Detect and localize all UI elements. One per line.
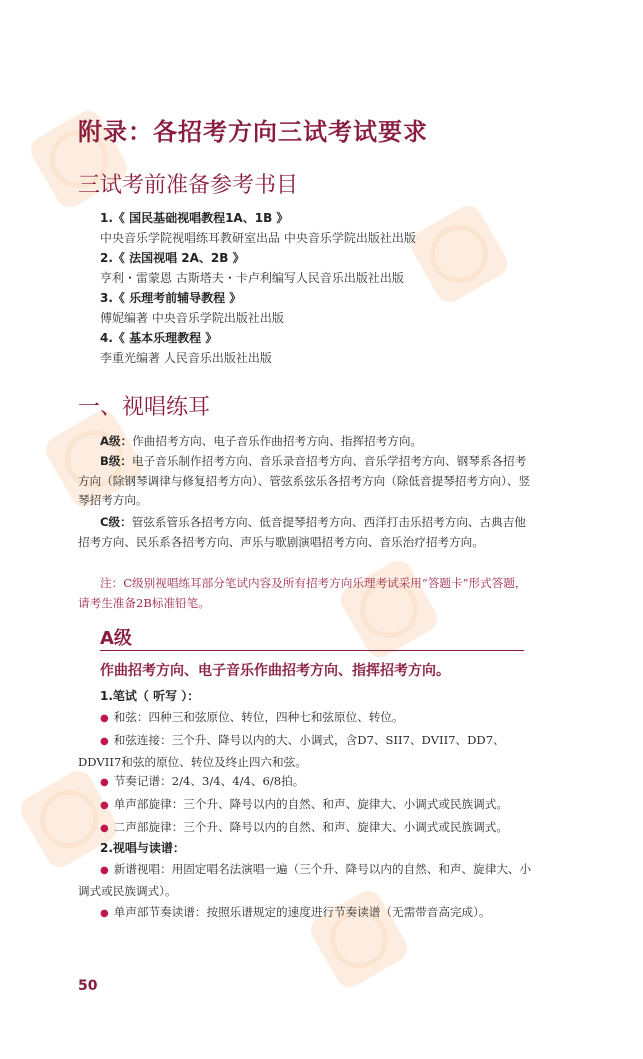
bullet-icon: ● <box>100 800 109 811</box>
bullet-icon: ● <box>100 736 109 747</box>
book-detail: 亨利・雷蒙恩 古斯塔夫・卡卢利编写人民音乐出版社出版 <box>100 271 404 285</box>
level-a-title: A级 <box>100 628 132 649</box>
book-title: 3.《 乐理考前辅导教程 》 <box>100 291 242 305</box>
watermark-logo-icon <box>406 201 513 308</box>
bullet-icon: ● <box>100 823 109 834</box>
book-entry <box>100 328 272 368</box>
part2-title: 2.视唱与读谱： <box>100 841 185 855</box>
section-heading: 一、视唱练耳 <box>78 395 211 420</box>
list-item: ● 新谱视唱：用固定唱名法演唱一遍（三个升、降号以内的自然、和声、旋律大、小调式或民族调式）。 <box>78 862 532 898</box>
page-number: 50 <box>78 978 98 994</box>
level-text: 电子音乐制作招考方向、音乐录音招考方向、音乐学招考方向、钢琴系各招考方向（除钢琴调律与修复招考方向）、管弦系弦乐各招考方向（除低音提琴招考方向）、竖琴招考方向。 <box>78 454 531 507</box>
book-title: 1.《 国民基础视唱教程1A、1B 》 <box>100 211 289 225</box>
level-a-desc <box>78 432 532 452</box>
list-item: ● 单声部旋律：三个升、降号以内的自然、和声、旋律大、小调式或民族调式。 <box>100 797 508 811</box>
book-title: 2.《 法国视唱 2A、2B 》 <box>100 251 245 265</box>
level-c-desc <box>78 513 532 552</box>
book-entry <box>100 248 404 288</box>
page-title: 附录：各招考方向三试考试要求 <box>78 118 428 146</box>
list-item: ● 单声部节奏读谱：按照乐谱规定的速度进行节奏读谱（无需带音高完成）。 <box>100 905 491 919</box>
level-label: B级： <box>100 454 133 468</box>
book-title: 4.《 基本乐理教程 》 <box>100 331 218 345</box>
level-label: C级： <box>100 515 132 529</box>
list-item: ● 二声部旋律：三个升、降号以内的自然、和声、旋律大、小调式或民族调式。 <box>100 820 508 834</box>
level-b-desc <box>78 452 532 511</box>
bullet-icon: ● <box>100 865 109 876</box>
bullet-icon: ● <box>100 713 109 724</box>
book-entry <box>100 208 416 248</box>
book-detail: 中央音乐学院视唱练耳教研室出品 中央音乐学院出版社出版 <box>100 231 416 245</box>
book-entry <box>100 288 284 328</box>
level-text: 管弦系管乐各招考方向、低音提琴招考方向、西洋打击乐招考方向、古典吉他招考方向、民乐系各招考方向、声乐与歌剧演唱招考方向、音乐治疗招考方向。 <box>78 515 526 549</box>
level-label: A级： <box>100 434 133 448</box>
level-a-subheading: 作曲招考方向、电子音乐作曲招考方向、指挥招考方向。 <box>100 663 450 679</box>
book-detail: 傅妮编著 中央音乐学院出版社出版 <box>100 311 284 325</box>
bullet-icon: ● <box>100 908 109 919</box>
book-detail: 李重光编著 人民音乐出版社出版 <box>100 351 272 365</box>
part1-title: 1.笔试（ 听写 ）： <box>100 689 200 703</box>
level-a-heading <box>100 624 524 651</box>
note-text: 注：C级别视唱练耳部分笔试内容及所有招考方向乐理考试采用“答题卡”形式答题，请考生准备2B标准铅笔。 <box>78 576 527 610</box>
level-text: 作曲招考方向、电子音乐作曲招考方向、指挥招考方向。 <box>132 434 423 448</box>
books-heading: 三试考前准备参考书目 <box>78 173 299 198</box>
list-item: ● 和弦：四种三和弦原位、转位，四种七和弦原位、转位。 <box>100 710 404 724</box>
list-item: ● 节奏记谱：2/4、3/4、4/4、6/8拍。 <box>100 774 305 788</box>
bullet-icon: ● <box>100 777 109 788</box>
list-item: ● 和弦连接：三个升、降号以内的大、小调式，含D7、SII7、DVII7、DD7、DDVII7和弦的原位、转位及终止四六和弦。 <box>78 733 505 769</box>
